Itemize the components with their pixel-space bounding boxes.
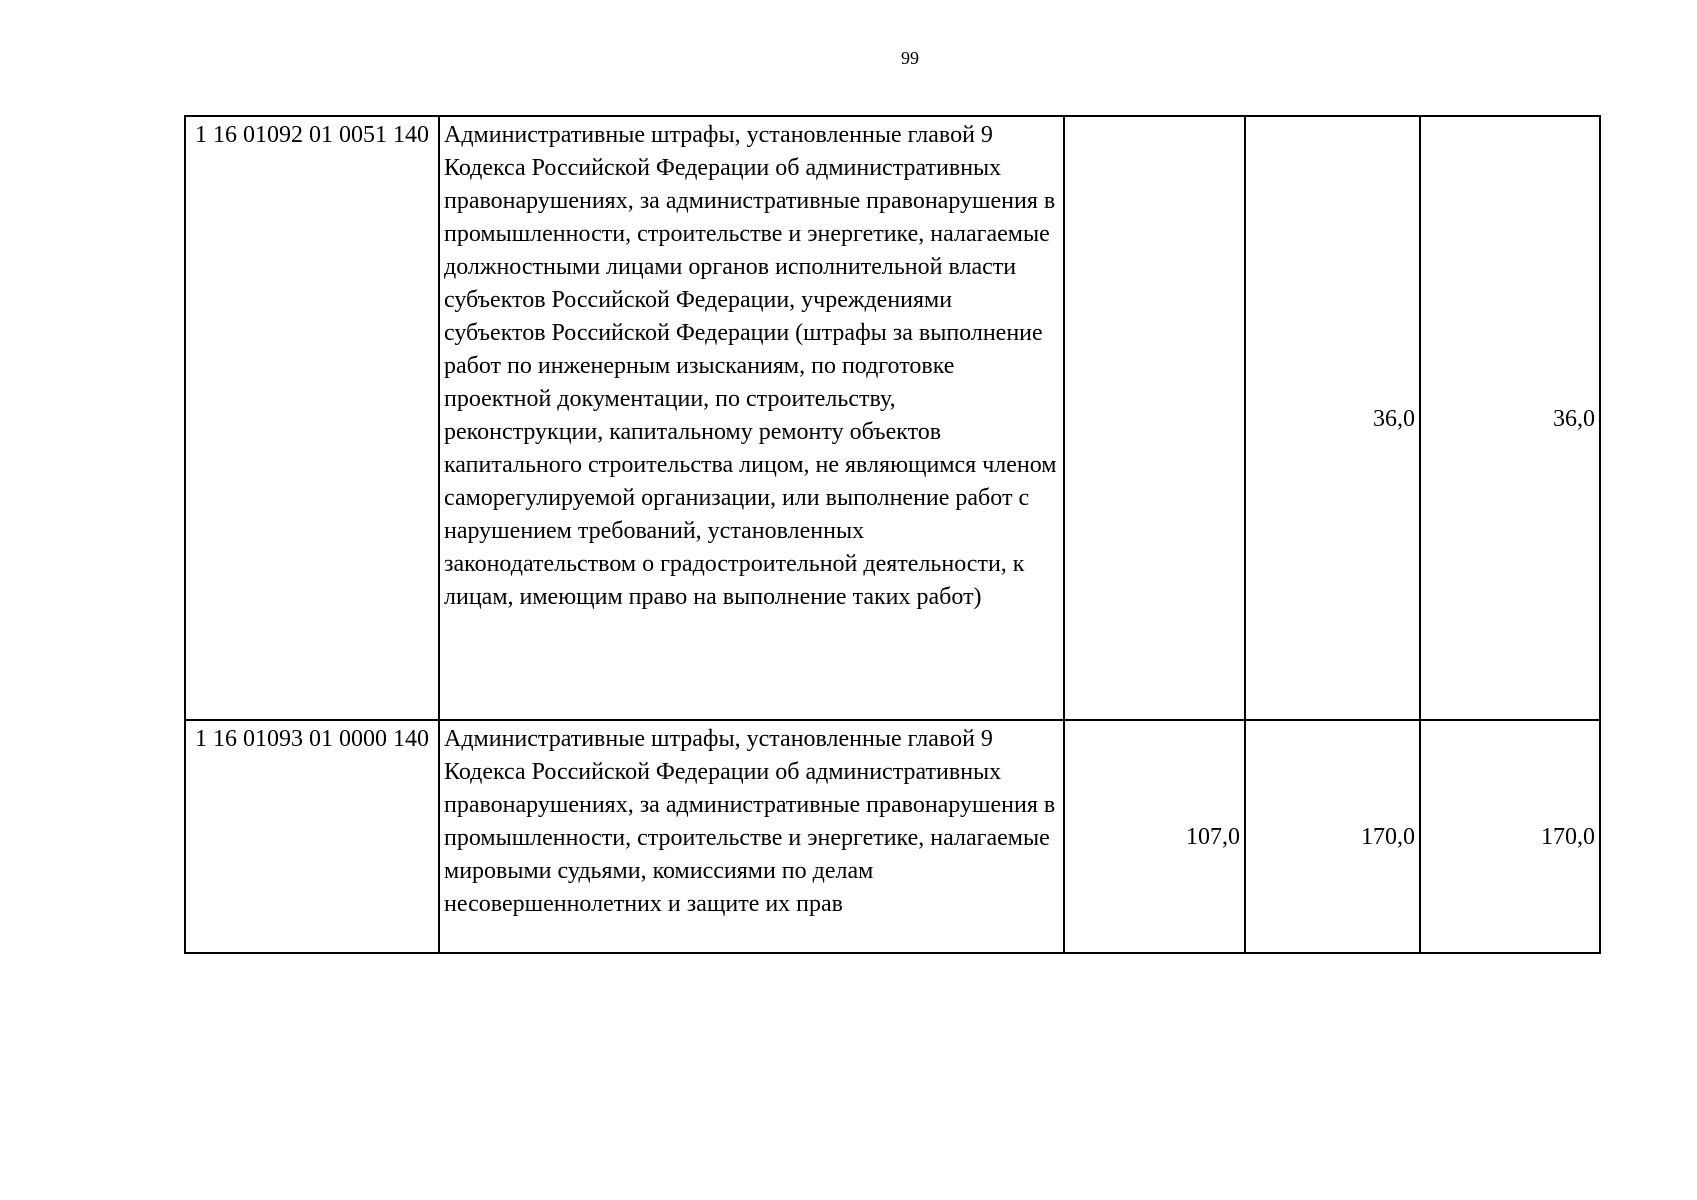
- table-row: [185, 720, 1600, 953]
- table-row: [185, 116, 1600, 720]
- value-cell-2: 36,0: [1245, 116, 1420, 720]
- value-cell-3: 170,0: [1420, 720, 1600, 953]
- description-cell: Административные штрафы, установленные главой 9 Кодекса Российской Федерации об административных правонарушениях, за административные правонарушения в промышленности, строительстве и энергетике, налагаемые мировыми судьями, комиссиями по делам несовершеннолетних и защите их прав: [439, 720, 1064, 953]
- value-cell-3: 36,0: [1420, 116, 1600, 720]
- page-number: 99: [901, 48, 919, 68]
- value-cell-1: [1064, 116, 1245, 720]
- description-cell: Административные штрафы, установленные главой 9 Кодекса Российской Федерации об административных правонарушениях, за административные правонарушения в промышленности, строительстве и энергетике, налагаемые должностными лицами органов исполнительной власти субъектов Российской Федерации, учреждениями субъектов Российской Федерации (штрафы за выполнение работ по инженерным изысканиям, по подготовке проектной документации, по строительству, реконструкции, капитальному ремонту объектов капитального строительства лицом, не являющимся членом саморегулируемой организации, или выполнение работ с нарушением требований, установленных законодательством о градостроительной деятельности, к лицам, имеющим право на выполнение таких работ): [439, 116, 1064, 720]
- budget-code-cell: 1 16 01093 01 0000 140: [185, 720, 439, 953]
- budget-table: [184, 115, 1601, 954]
- value-cell-1: 107,0: [1064, 720, 1245, 953]
- budget-code-cell: 1 16 01092 01 0051 140: [185, 116, 439, 720]
- value-cell-2: 170,0: [1245, 720, 1420, 953]
